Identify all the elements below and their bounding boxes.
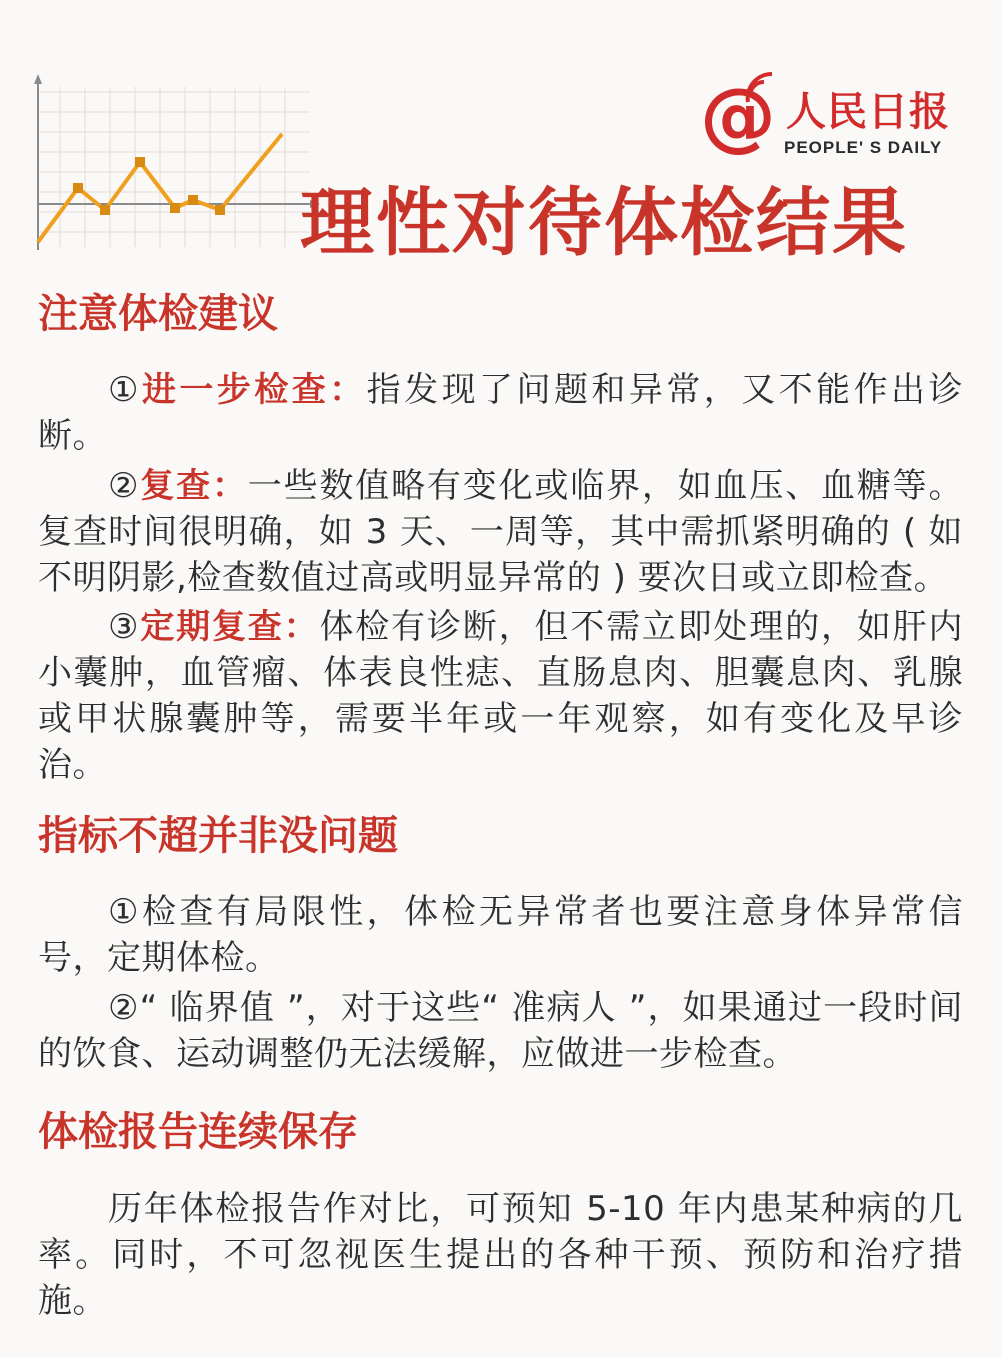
item-text: “ 临界值 ”，对于这些“ 准病人 ”，如果通过一段时间的饮食、运动调整仍无法缓解，应做进一步检查。 xyxy=(38,988,963,1074)
logo-name-cn: 人民日报 xyxy=(786,89,950,135)
item-text: 指发现了问题和异常，又不能作出诊断。 xyxy=(38,370,963,456)
item-number: ① xyxy=(108,370,142,410)
logo-at-glyph: @ xyxy=(700,71,776,160)
paragraph xyxy=(38,604,963,788)
section-heading: 体检报告连续保存 xyxy=(38,1109,358,1155)
peoples-daily-logo xyxy=(700,66,970,166)
item-number: ① xyxy=(108,892,142,932)
item-text: 一些数值略有变化或临界，如血压、血糖等。复查时间很明确，如 3 天、一周等，其中需抓紧明确的 ( 如不明阴影,检查数值过高或明显异常的 ) 要次日或立即检查。 xyxy=(38,466,964,598)
item-number: ② xyxy=(108,466,141,506)
paragraph xyxy=(38,985,963,1077)
item-text: 历年体检报告作对比，可预知 5-10 年内患某种病的几率。同时，不可忽视医生提出的各种干预、预防和治疗措施。 xyxy=(38,1189,963,1321)
item-number: ③ xyxy=(108,607,141,647)
item-lead: 复查： xyxy=(140,466,248,506)
section-heading: 指标不超并非没问题 xyxy=(38,813,398,859)
paragraph xyxy=(38,889,963,981)
item-lead: 进一步检查： xyxy=(141,370,367,410)
item-lead: 定期复查： xyxy=(140,607,320,647)
item-text: 检查有局限性，体检无异常者也要注意身体异常信号，定期体检。 xyxy=(38,892,963,978)
section-heading: 注意体检建议 xyxy=(38,291,278,337)
signal-waves-icon xyxy=(744,66,784,106)
item-text: 体检有诊断，但不需立即处理的，如肝内小囊肿，血管瘤、体表良性痣、直肠息肉、胆囊息肉、乳腺或甲状腺囊肿等，需要半年或一年观察，如有变化及早诊治。 xyxy=(38,607,964,785)
item-number: ② xyxy=(108,988,140,1028)
paragraph xyxy=(38,367,963,459)
paragraph xyxy=(38,1186,963,1324)
logo-name-en: PEOPLE' S DAILY xyxy=(784,138,943,157)
page-title: 理性对待体检结果 xyxy=(300,180,908,266)
paragraph xyxy=(38,463,963,601)
line-chart-icon xyxy=(30,72,320,257)
